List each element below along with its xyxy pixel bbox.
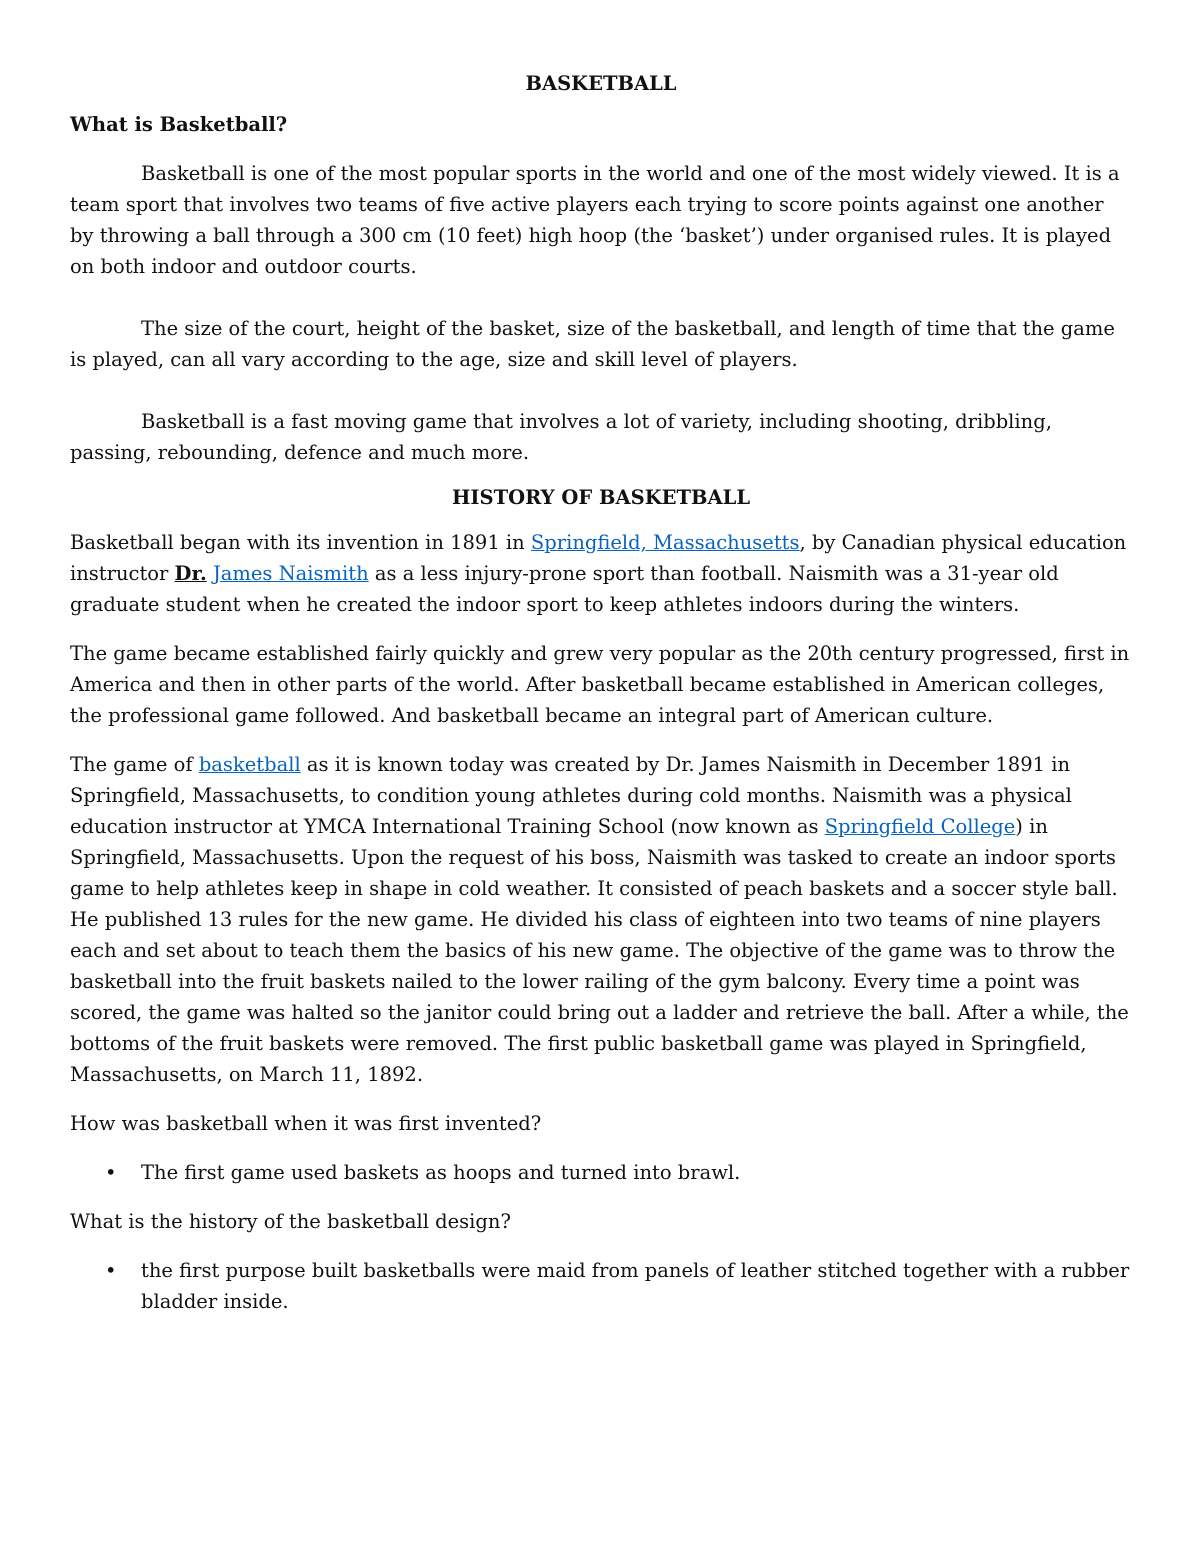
dr-title: Dr. xyxy=(174,562,207,585)
history-p1-text-3: as a less injury-prone sport than football. Naismith was a 31-year old graduate student when he created the indoor sport to keep athletes indoors during the winters. xyxy=(70,562,1059,616)
bullet-icon: • xyxy=(105,1161,117,1184)
history-p3-text-1: The game of xyxy=(70,753,199,776)
answer-2: the first purpose built basketballs were maid from panels of leather stitched together with a rubber bladder inside. xyxy=(141,1259,1130,1313)
history-p3-text-3: ) in Springfield, Massachusetts. Upon the request of his boss, Naismith was tasked to create an indoor sports game to help athletes keep in shape in cold weather. It consisted of peach baskets and a soccer style ball. He published 13 rules for the new game. He divided his class of eighteen into two teams of nine players each and set about to teach them the basics of his new game. The objective of the game was to throw the basketball into the fruit baskets nailed to the lower railing of the gym balcony. Every time a point was scored, the game was halted so the janitor could bring out a ladder and retrieve the ball. After a while, the bottoms of the fruit baskets were removed. The first public basketball game was played in Springfield, Massachusetts, on March 11, 1892. xyxy=(70,815,1129,1086)
springfield-college-link[interactable]: Springfield College xyxy=(824,815,1016,838)
history-paragraph-2: The game became established fairly quickly and grew very popular as the 20th century progressed, first in America and then in other parts of the world. After basketball became established in American colleges, the professional game followed. And basketball became an integral part of American culture. xyxy=(70,642,1130,727)
what-is-paragraph-2: The size of the court, height of the basket, size of the basketball, and length of time that the game is played, can all vary according to the age, size and skill level of players. xyxy=(70,317,1115,371)
document-page xyxy=(70,68,1132,1335)
question-2: What is the history of the basketball design? xyxy=(70,1210,511,1233)
history-paragraph-3 xyxy=(70,749,1132,1090)
history-heading: HISTORY OF BASKETBALL xyxy=(451,486,751,509)
what-is-paragraph-1: Basketball is one of the most popular sports in the world and one of the most widely viewed. It is a team sport that involves two teams of five active players each trying to score points against one another by throwing a ball through a 300 cm (10 feet) high hoop (the ‘basket’) under organised rules. It is played on both indoor and outdoor courts. xyxy=(70,162,1120,278)
answer-list-1 xyxy=(70,1157,1132,1188)
history-p1-text-2: , by Canadian physical education instructor xyxy=(70,531,1127,585)
james-naismith-link[interactable]: James Naismith xyxy=(212,562,369,585)
what-is-heading: What is Basketball? xyxy=(70,113,288,136)
springfield-link[interactable]: Springfield, Massachusetts xyxy=(530,531,800,554)
history-p1-text-1: Basketball began with its invention in 1891 in xyxy=(70,531,531,554)
basketball-link[interactable]: basketball xyxy=(198,753,301,776)
document-title: BASKETBALL xyxy=(525,72,677,95)
answer-1: The first game used baskets as hoops and turned into brawl. xyxy=(141,1161,741,1184)
what-is-paragraph-3: Basketball is a fast moving game that involves a lot of variety, including shooting, dribbling, passing, rebounding, defence and much more. xyxy=(70,410,1052,464)
question-1: How was basketball when it was first invented? xyxy=(70,1112,542,1135)
list-item xyxy=(70,1157,1132,1188)
answer-list-2 xyxy=(70,1255,1132,1317)
history-p3-text-2: as it is known today was created by Dr. James Naismith in December 1891 in Springfield, Massachusetts, to condition young athletes during cold months. Naismith was a physical education instructor at YMCA International Training School (now known as xyxy=(70,753,1072,838)
history-paragraph-1 xyxy=(70,527,1132,620)
bullet-icon: • xyxy=(105,1259,117,1282)
list-item xyxy=(70,1255,1132,1317)
